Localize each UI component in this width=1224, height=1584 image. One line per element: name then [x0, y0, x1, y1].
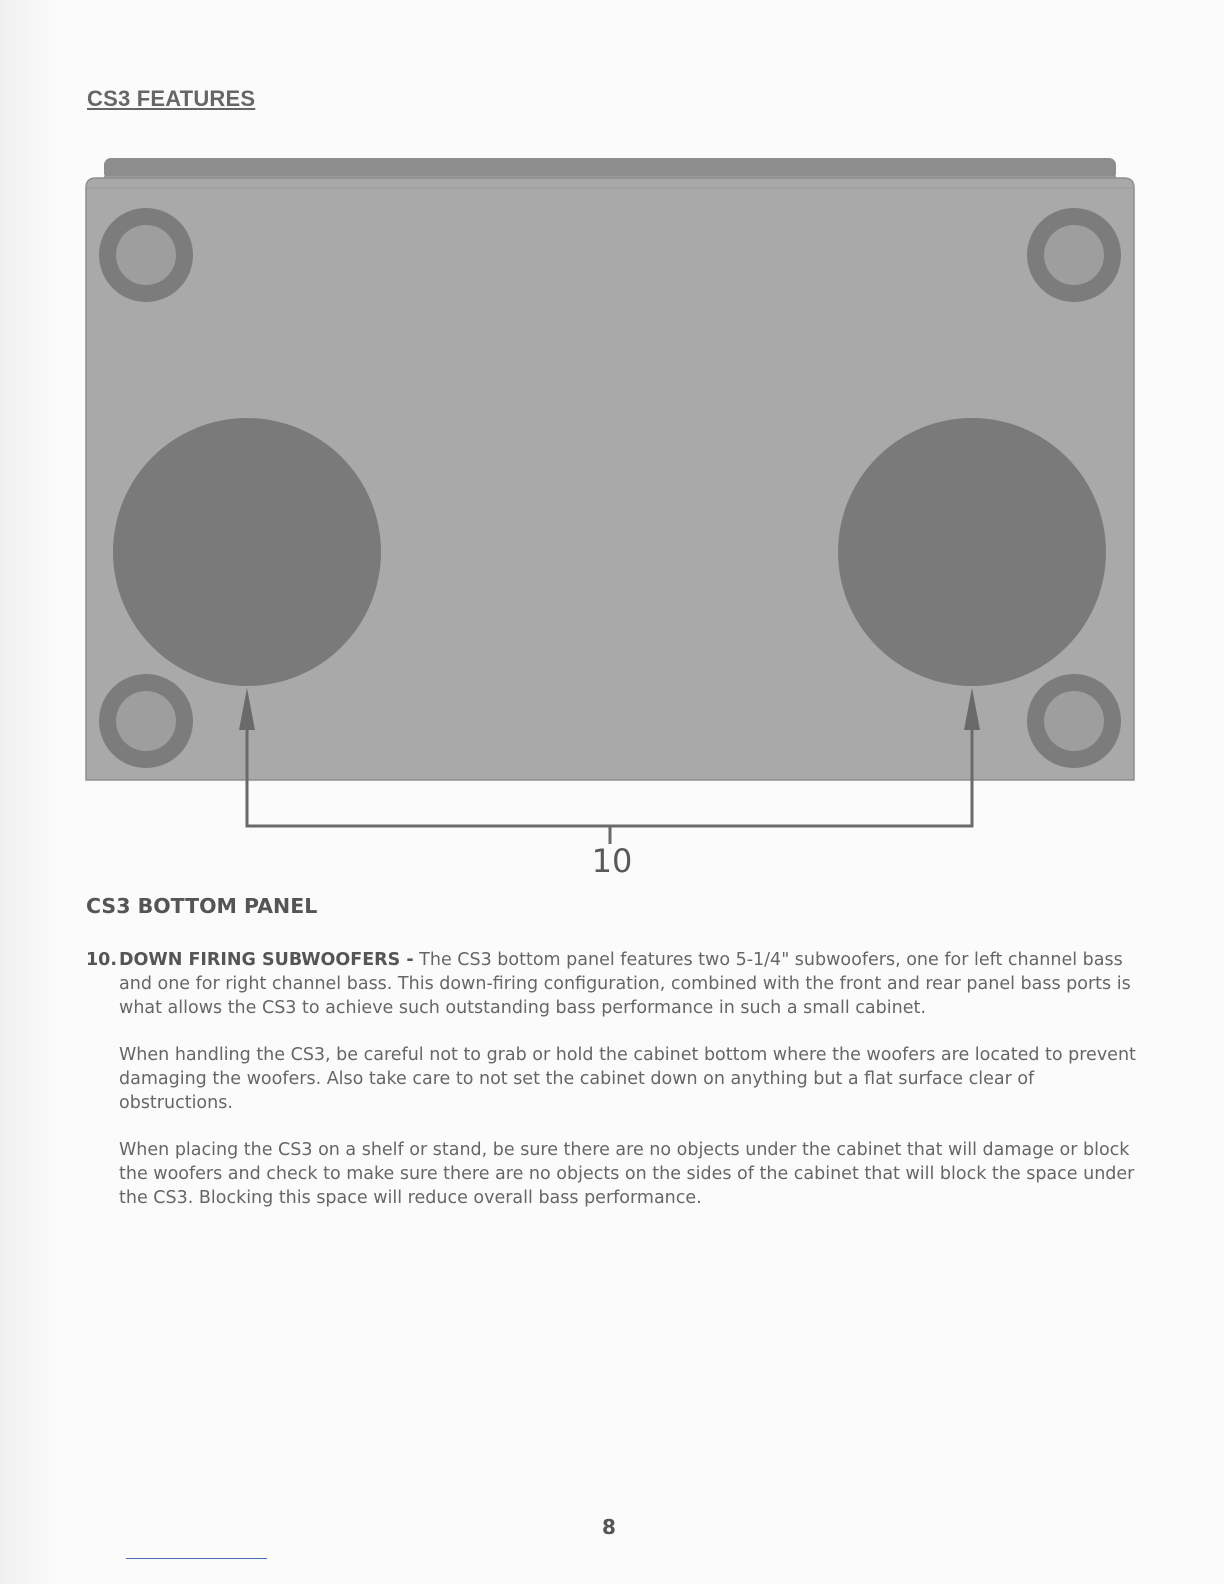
page-number: 8 [602, 1515, 616, 1539]
footer-rule [126, 1558, 267, 1559]
section-title: CS3 FEATURES [87, 86, 256, 111]
foot-top-right [1027, 208, 1121, 302]
feature-title: DOWN FIRING SUBWOOFERS - [119, 950, 414, 970]
feature-description [86, 948, 1136, 1233]
feature-paragraph-2: When handling the CS3, be careful not to grab or hold the cabinet bottom where the woofers are located to prevent damaging the woofers. Also take care to not set the cabinet down on anything but a flat surface clear of obstructions. [119, 1045, 1136, 1113]
feature-number: 10. [86, 950, 118, 970]
left-subwoofer [113, 418, 381, 686]
right-subwoofer [838, 418, 1106, 686]
foot-top-left [99, 208, 193, 302]
foot-bottom-right [1027, 674, 1121, 768]
page-edge-shadow [0, 0, 60, 1584]
feature-paragraph-3: When placing the CS3 on a shelf or stand, be sure there are no objects under the cabinet that will damage or block the woofers and check to make sure there are no objects on the sides of the cabinet that will block the space under the CS3. Blocking this space will reduce overall bass performance. [119, 1140, 1135, 1208]
bottom-panel-diagram [80, 150, 1144, 890]
feature-paragraph-1 [119, 948, 1136, 1020]
feature-text-1: The CS3 bottom panel features two 5-1/4" subwoofers, one for left channel bass and one for right channel bass. This down-firing configuration, combined with the front and rear panel bass ports is what allows the CS3 to achieve such outstanding bass performance in such a small cabinet. [119, 950, 1131, 1018]
callout-number: 10 [591, 842, 633, 880]
panel-heading: CS3 BOTTOM PANEL [86, 894, 318, 918]
foot-bottom-left [99, 674, 193, 768]
